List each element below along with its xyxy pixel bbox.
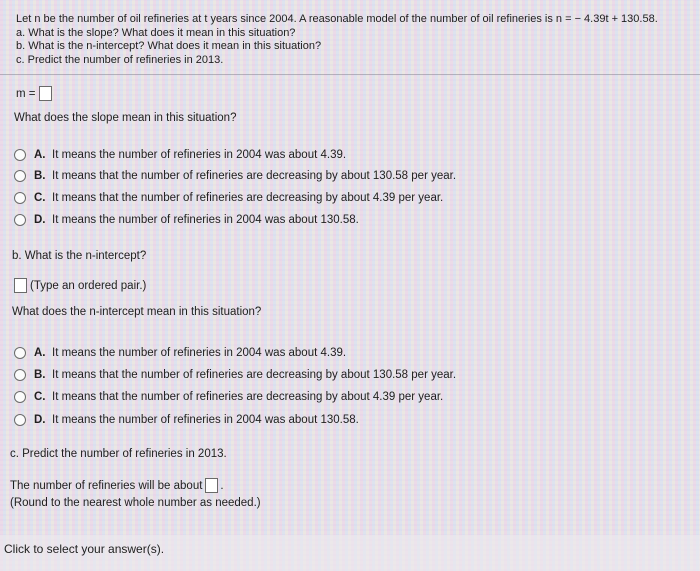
option-text: It means the number of refineries in 2004 was about 130.58.: [52, 214, 359, 226]
radio-button[interactable]: [14, 214, 26, 226]
option-text: It means that the number of refineries are decreasing by about 4.39 per year.: [52, 192, 444, 204]
slope-option-a[interactable]: [14, 149, 346, 161]
option-letter: C.: [34, 391, 46, 403]
footer-instruction: Click to select your answer(s).: [4, 542, 165, 556]
option-text: It means the number of refineries in 2004 was about 4.39.: [52, 149, 347, 161]
intercept-heading: b. What is the n-intercept?: [12, 250, 147, 262]
intercept-option-b[interactable]: [14, 369, 456, 381]
option-text: It means the number of refineries in 2004 was about 130.58.: [52, 414, 359, 426]
prediction-prefix: The number of refineries will be about: [10, 479, 203, 492]
intercept-hint: (Type an ordered pair.): [30, 279, 147, 292]
intercept-option-a[interactable]: [14, 347, 346, 359]
slope-option-d[interactable]: [14, 214, 359, 226]
radio-button[interactable]: [14, 414, 26, 426]
intercept-option-d[interactable]: [14, 414, 359, 426]
question-line-model: Let n be the number of oil refineries at t years since 2004. A reasonable model of the number of oil refineries is n = − 4.39t + 130.58.: [16, 13, 658, 25]
radio-button[interactable]: [14, 391, 26, 403]
question-line-c: c. Predict the number of refineries in 2013.: [16, 53, 224, 66]
radio-button[interactable]: [14, 192, 26, 204]
slope-option-c[interactable]: [14, 192, 443, 204]
radio-button[interactable]: [14, 347, 26, 359]
intercept-input[interactable]: [14, 278, 27, 293]
footer-bar: [0, 535, 700, 571]
option-letter: B.: [34, 369, 46, 381]
radio-button[interactable]: [14, 369, 26, 381]
option-letter: B.: [34, 170, 46, 182]
option-text: It means that the number of refineries are decreasing by about 130.58 per year.: [52, 170, 457, 182]
divider: [0, 74, 700, 75]
intercept-option-c[interactable]: [14, 391, 443, 403]
option-text: It means that the number of refineries are decreasing by about 4.39 per year.: [52, 391, 444, 403]
option-letter: A.: [34, 149, 46, 161]
question-line-a: a. What is the slope? What does it mean in this situation?: [16, 26, 296, 39]
option-text: It means that the number of refineries are decreasing by about 130.58 per year.: [52, 369, 457, 381]
slope-option-b[interactable]: [14, 170, 456, 182]
option-letter: D.: [34, 214, 46, 226]
rounding-hint: (Round to the nearest whole number as needed.): [10, 497, 261, 509]
radio-button[interactable]: [14, 149, 26, 161]
option-text: It means the number of refineries in 2004 was about 4.39.: [52, 347, 347, 359]
prediction-answer-row: [10, 478, 224, 493]
prediction-suffix: .: [220, 479, 224, 492]
option-letter: D.: [34, 414, 46, 426]
question-line-b: b. What is the n-intercept? What does it mean in this situation?: [16, 40, 322, 52]
slope-meaning-prompt: What does the slope mean in this situation?: [14, 112, 237, 124]
slope-answer-row: [16, 86, 52, 101]
intercept-answer-row: [14, 278, 146, 293]
option-letter: A.: [34, 347, 46, 359]
prediction-heading: c. Predict the number of refineries in 2013.: [10, 448, 227, 460]
option-letter: C.: [34, 192, 46, 204]
slope-label: m =: [16, 87, 36, 100]
prediction-input[interactable]: [205, 478, 218, 493]
radio-button[interactable]: [14, 170, 26, 182]
question-text: [16, 13, 658, 67]
intercept-meaning-prompt: What does the n-intercept mean in this situation?: [12, 306, 262, 318]
slope-input[interactable]: [39, 86, 52, 101]
